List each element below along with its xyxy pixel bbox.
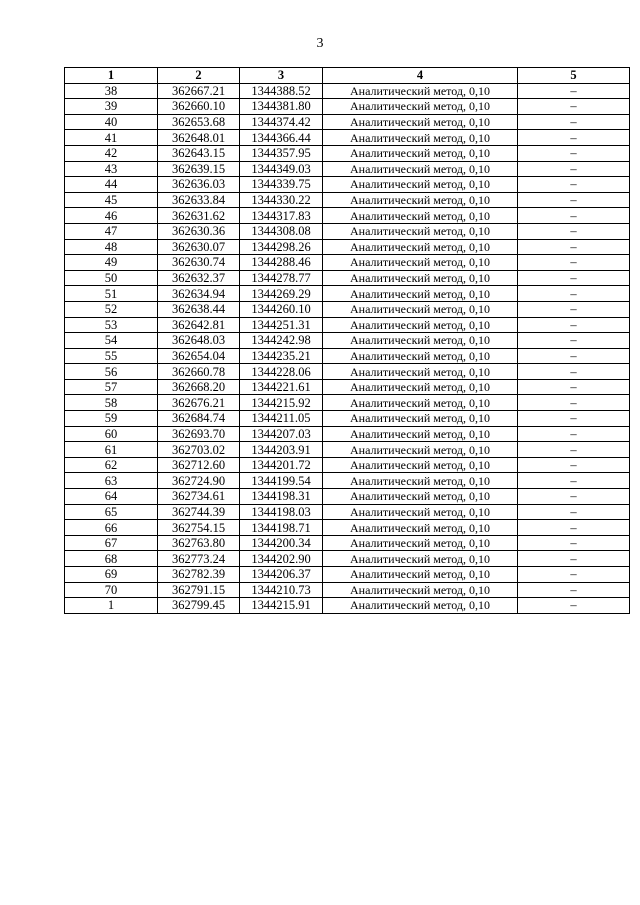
x-coordinate-cell: 362653.68 xyxy=(158,114,240,130)
point-number-cell: 39 xyxy=(65,99,158,115)
table-row xyxy=(65,286,630,302)
x-coordinate-cell: 362773.24 xyxy=(158,551,240,567)
point-number-cell: 54 xyxy=(65,333,158,349)
table-row xyxy=(65,395,630,411)
method-accuracy-cell: Аналитический метод, 0,10 xyxy=(323,177,518,193)
method-accuracy-cell: Аналитический метод, 0,10 xyxy=(323,223,518,239)
point-number-cell: 61 xyxy=(65,442,158,458)
description-cell: – xyxy=(518,239,630,255)
table-row xyxy=(65,83,630,99)
table-row xyxy=(65,551,630,567)
description-cell: – xyxy=(518,270,630,286)
point-number-cell: 50 xyxy=(65,270,158,286)
x-coordinate-cell: 362703.02 xyxy=(158,442,240,458)
method-accuracy-cell: Аналитический метод, 0,10 xyxy=(323,270,518,286)
y-coordinate-cell: 1344235.21 xyxy=(240,348,323,364)
x-coordinate-cell: 362754.15 xyxy=(158,520,240,536)
x-coordinate-cell: 362668.20 xyxy=(158,379,240,395)
table-row xyxy=(65,317,630,333)
y-coordinate-cell: 1344251.31 xyxy=(240,317,323,333)
point-number-cell: 53 xyxy=(65,317,158,333)
table-row xyxy=(65,301,630,317)
x-coordinate-cell: 362638.44 xyxy=(158,301,240,317)
table-row xyxy=(65,270,630,286)
y-coordinate-cell: 1344198.71 xyxy=(240,520,323,536)
method-accuracy-cell: Аналитический метод, 0,10 xyxy=(323,161,518,177)
table-row xyxy=(65,239,630,255)
column-header-2: 2 xyxy=(158,68,240,84)
table-row xyxy=(65,379,630,395)
y-coordinate-cell: 1344199.54 xyxy=(240,473,323,489)
x-coordinate-cell: 362631.62 xyxy=(158,208,240,224)
y-coordinate-cell: 1344269.29 xyxy=(240,286,323,302)
description-cell: – xyxy=(518,551,630,567)
method-accuracy-cell: Аналитический метод, 0,10 xyxy=(323,301,518,317)
x-coordinate-cell: 362734.61 xyxy=(158,489,240,505)
y-coordinate-cell: 1344215.91 xyxy=(240,598,323,614)
y-coordinate-cell: 1344211.05 xyxy=(240,411,323,427)
x-coordinate-cell: 362636.03 xyxy=(158,177,240,193)
description-cell: – xyxy=(518,223,630,239)
y-coordinate-cell: 1344201.72 xyxy=(240,457,323,473)
description-cell: – xyxy=(518,348,630,364)
x-coordinate-cell: 362799.45 xyxy=(158,598,240,614)
y-coordinate-cell: 1344388.52 xyxy=(240,83,323,99)
table-row xyxy=(65,489,630,505)
method-accuracy-cell: Аналитический метод, 0,10 xyxy=(323,567,518,583)
table-row xyxy=(65,177,630,193)
description-cell: – xyxy=(518,208,630,224)
method-accuracy-cell: Аналитический метод, 0,10 xyxy=(323,130,518,146)
method-accuracy-cell: Аналитический метод, 0,10 xyxy=(323,582,518,598)
x-coordinate-cell: 362648.03 xyxy=(158,333,240,349)
x-coordinate-cell: 362712.60 xyxy=(158,457,240,473)
description-cell: – xyxy=(518,411,630,427)
y-coordinate-cell: 1344308.08 xyxy=(240,223,323,239)
table-row xyxy=(65,567,630,583)
x-coordinate-cell: 362693.70 xyxy=(158,426,240,442)
description-cell: – xyxy=(518,489,630,505)
x-coordinate-cell: 362630.74 xyxy=(158,255,240,271)
x-coordinate-cell: 362630.07 xyxy=(158,239,240,255)
column-header-1: 1 xyxy=(65,68,158,84)
y-coordinate-cell: 1344198.03 xyxy=(240,504,323,520)
x-coordinate-cell: 362791.15 xyxy=(158,582,240,598)
table-row xyxy=(65,161,630,177)
y-coordinate-cell: 1344339.75 xyxy=(240,177,323,193)
method-accuracy-cell: Аналитический метод, 0,10 xyxy=(323,504,518,520)
point-number-cell: 41 xyxy=(65,130,158,146)
x-coordinate-cell: 362667.21 xyxy=(158,83,240,99)
point-number-cell: 48 xyxy=(65,239,158,255)
y-coordinate-cell: 1344288.46 xyxy=(240,255,323,271)
description-cell: – xyxy=(518,333,630,349)
x-coordinate-cell: 362660.78 xyxy=(158,364,240,380)
table-body xyxy=(65,83,630,613)
description-cell: – xyxy=(518,192,630,208)
description-cell: – xyxy=(518,301,630,317)
table-row xyxy=(65,457,630,473)
x-coordinate-cell: 362639.15 xyxy=(158,161,240,177)
description-cell: – xyxy=(518,395,630,411)
method-accuracy-cell: Аналитический метод, 0,10 xyxy=(323,442,518,458)
column-header-3: 3 xyxy=(240,68,323,84)
x-coordinate-cell: 362634.94 xyxy=(158,286,240,302)
description-cell: – xyxy=(518,520,630,536)
table-row xyxy=(65,99,630,115)
method-accuracy-cell: Аналитический метод, 0,10 xyxy=(323,535,518,551)
method-accuracy-cell: Аналитический метод, 0,10 xyxy=(323,333,518,349)
x-coordinate-cell: 362744.39 xyxy=(158,504,240,520)
method-accuracy-cell: Аналитический метод, 0,10 xyxy=(323,145,518,161)
method-accuracy-cell: Аналитический метод, 0,10 xyxy=(323,239,518,255)
point-number-cell: 64 xyxy=(65,489,158,505)
x-coordinate-cell: 362633.84 xyxy=(158,192,240,208)
x-coordinate-cell: 362724.90 xyxy=(158,473,240,489)
method-accuracy-cell: Аналитический метод, 0,10 xyxy=(323,457,518,473)
method-accuracy-cell: Аналитический метод, 0,10 xyxy=(323,255,518,271)
method-accuracy-cell: Аналитический метод, 0,10 xyxy=(323,114,518,130)
x-coordinate-cell: 362632.37 xyxy=(158,270,240,286)
description-cell: – xyxy=(518,535,630,551)
table-row xyxy=(65,114,630,130)
method-accuracy-cell: Аналитический метод, 0,10 xyxy=(323,348,518,364)
point-number-cell: 70 xyxy=(65,582,158,598)
point-number-cell: 66 xyxy=(65,520,158,536)
description-cell: – xyxy=(518,598,630,614)
table-row xyxy=(65,442,630,458)
point-number-cell: 52 xyxy=(65,301,158,317)
method-accuracy-cell: Аналитический метод, 0,10 xyxy=(323,426,518,442)
point-number-cell: 62 xyxy=(65,457,158,473)
y-coordinate-cell: 1344207.03 xyxy=(240,426,323,442)
x-coordinate-cell: 362654.04 xyxy=(158,348,240,364)
table-row xyxy=(65,255,630,271)
y-coordinate-cell: 1344228.06 xyxy=(240,364,323,380)
table-row xyxy=(65,130,630,146)
y-coordinate-cell: 1344242.98 xyxy=(240,333,323,349)
method-accuracy-cell: Аналитический метод, 0,10 xyxy=(323,598,518,614)
point-number-cell: 69 xyxy=(65,567,158,583)
description-cell: – xyxy=(518,582,630,598)
point-number-cell: 51 xyxy=(65,286,158,302)
point-number-cell: 43 xyxy=(65,161,158,177)
y-coordinate-cell: 1344374.42 xyxy=(240,114,323,130)
method-accuracy-cell: Аналитический метод, 0,10 xyxy=(323,192,518,208)
y-coordinate-cell: 1344349.03 xyxy=(240,161,323,177)
point-number-cell: 46 xyxy=(65,208,158,224)
header-row xyxy=(65,68,630,84)
point-number-cell: 38 xyxy=(65,83,158,99)
y-coordinate-cell: 1344203.91 xyxy=(240,442,323,458)
x-coordinate-cell: 362676.21 xyxy=(158,395,240,411)
table-row xyxy=(65,520,630,536)
method-accuracy-cell: Аналитический метод, 0,10 xyxy=(323,83,518,99)
point-number-cell: 49 xyxy=(65,255,158,271)
page-number: 3 xyxy=(316,36,324,51)
x-coordinate-cell: 362648.01 xyxy=(158,130,240,146)
table-row xyxy=(65,223,630,239)
description-cell: – xyxy=(518,317,630,333)
method-accuracy-cell: Аналитический метод, 0,10 xyxy=(323,286,518,302)
description-cell: – xyxy=(518,130,630,146)
method-accuracy-cell: Аналитический метод, 0,10 xyxy=(323,364,518,380)
table-row xyxy=(65,145,630,161)
table-row xyxy=(65,348,630,364)
method-accuracy-cell: Аналитический метод, 0,10 xyxy=(323,208,518,224)
description-cell: – xyxy=(518,379,630,395)
x-coordinate-cell: 362643.15 xyxy=(158,145,240,161)
method-accuracy-cell: Аналитический метод, 0,10 xyxy=(323,489,518,505)
method-accuracy-cell: Аналитический метод, 0,10 xyxy=(323,395,518,411)
description-cell: – xyxy=(518,255,630,271)
description-cell: – xyxy=(518,504,630,520)
table-row xyxy=(65,598,630,614)
table-row xyxy=(65,411,630,427)
description-cell: – xyxy=(518,114,630,130)
x-coordinate-cell: 362660.10 xyxy=(158,99,240,115)
table-row xyxy=(65,473,630,489)
y-coordinate-cell: 1344221.61 xyxy=(240,379,323,395)
description-cell: – xyxy=(518,161,630,177)
y-coordinate-cell: 1344366.44 xyxy=(240,130,323,146)
y-coordinate-cell: 1344202.90 xyxy=(240,551,323,567)
method-accuracy-cell: Аналитический метод, 0,10 xyxy=(323,411,518,427)
method-accuracy-cell: Аналитический метод, 0,10 xyxy=(323,551,518,567)
point-number-cell: 1 xyxy=(65,598,158,614)
point-number-cell: 59 xyxy=(65,411,158,427)
y-coordinate-cell: 1344278.77 xyxy=(240,270,323,286)
description-cell: – xyxy=(518,286,630,302)
point-number-cell: 42 xyxy=(65,145,158,161)
point-number-cell: 60 xyxy=(65,426,158,442)
x-coordinate-cell: 362642.81 xyxy=(158,317,240,333)
description-cell: – xyxy=(518,567,630,583)
description-cell: – xyxy=(518,177,630,193)
description-cell: – xyxy=(518,364,630,380)
y-coordinate-cell: 1344198.31 xyxy=(240,489,323,505)
point-number-cell: 67 xyxy=(65,535,158,551)
method-accuracy-cell: Аналитический метод, 0,10 xyxy=(323,99,518,115)
table-row xyxy=(65,192,630,208)
x-coordinate-cell: 362684.74 xyxy=(158,411,240,427)
point-number-cell: 57 xyxy=(65,379,158,395)
x-coordinate-cell: 362763.80 xyxy=(158,535,240,551)
table-row xyxy=(65,333,630,349)
method-accuracy-cell: Аналитический метод, 0,10 xyxy=(323,379,518,395)
table-row xyxy=(65,426,630,442)
point-number-cell: 58 xyxy=(65,395,158,411)
description-cell: – xyxy=(518,99,630,115)
point-number-cell: 40 xyxy=(65,114,158,130)
x-coordinate-cell: 362630.36 xyxy=(158,223,240,239)
y-coordinate-cell: 1344317.83 xyxy=(240,208,323,224)
table-row xyxy=(65,535,630,551)
point-number-cell: 68 xyxy=(65,551,158,567)
coordinates-table xyxy=(64,67,630,614)
column-header-5: 5 xyxy=(518,68,630,84)
x-coordinate-cell: 362782.39 xyxy=(158,567,240,583)
column-header-4: 4 xyxy=(323,68,518,84)
y-coordinate-cell: 1344298.26 xyxy=(240,239,323,255)
method-accuracy-cell: Аналитический метод, 0,10 xyxy=(323,473,518,489)
y-coordinate-cell: 1344260.10 xyxy=(240,301,323,317)
description-cell: – xyxy=(518,426,630,442)
y-coordinate-cell: 1344357.95 xyxy=(240,145,323,161)
y-coordinate-cell: 1344381.80 xyxy=(240,99,323,115)
table-header xyxy=(65,68,630,84)
description-cell: – xyxy=(518,145,630,161)
description-cell: – xyxy=(518,442,630,458)
y-coordinate-cell: 1344206.37 xyxy=(240,567,323,583)
y-coordinate-cell: 1344210.73 xyxy=(240,582,323,598)
table-row xyxy=(65,582,630,598)
point-number-cell: 47 xyxy=(65,223,158,239)
y-coordinate-cell: 1344200.34 xyxy=(240,535,323,551)
y-coordinate-cell: 1344215.92 xyxy=(240,395,323,411)
table-row xyxy=(65,364,630,380)
description-cell: – xyxy=(518,473,630,489)
description-cell: – xyxy=(518,83,630,99)
method-accuracy-cell: Аналитический метод, 0,10 xyxy=(323,520,518,536)
table-row xyxy=(65,504,630,520)
table-row xyxy=(65,208,630,224)
point-number-cell: 65 xyxy=(65,504,158,520)
y-coordinate-cell: 1344330.22 xyxy=(240,192,323,208)
point-number-cell: 55 xyxy=(65,348,158,364)
point-number-cell: 63 xyxy=(65,473,158,489)
method-accuracy-cell: Аналитический метод, 0,10 xyxy=(323,317,518,333)
point-number-cell: 45 xyxy=(65,192,158,208)
point-number-cell: 56 xyxy=(65,364,158,380)
description-cell: – xyxy=(518,457,630,473)
point-number-cell: 44 xyxy=(65,177,158,193)
